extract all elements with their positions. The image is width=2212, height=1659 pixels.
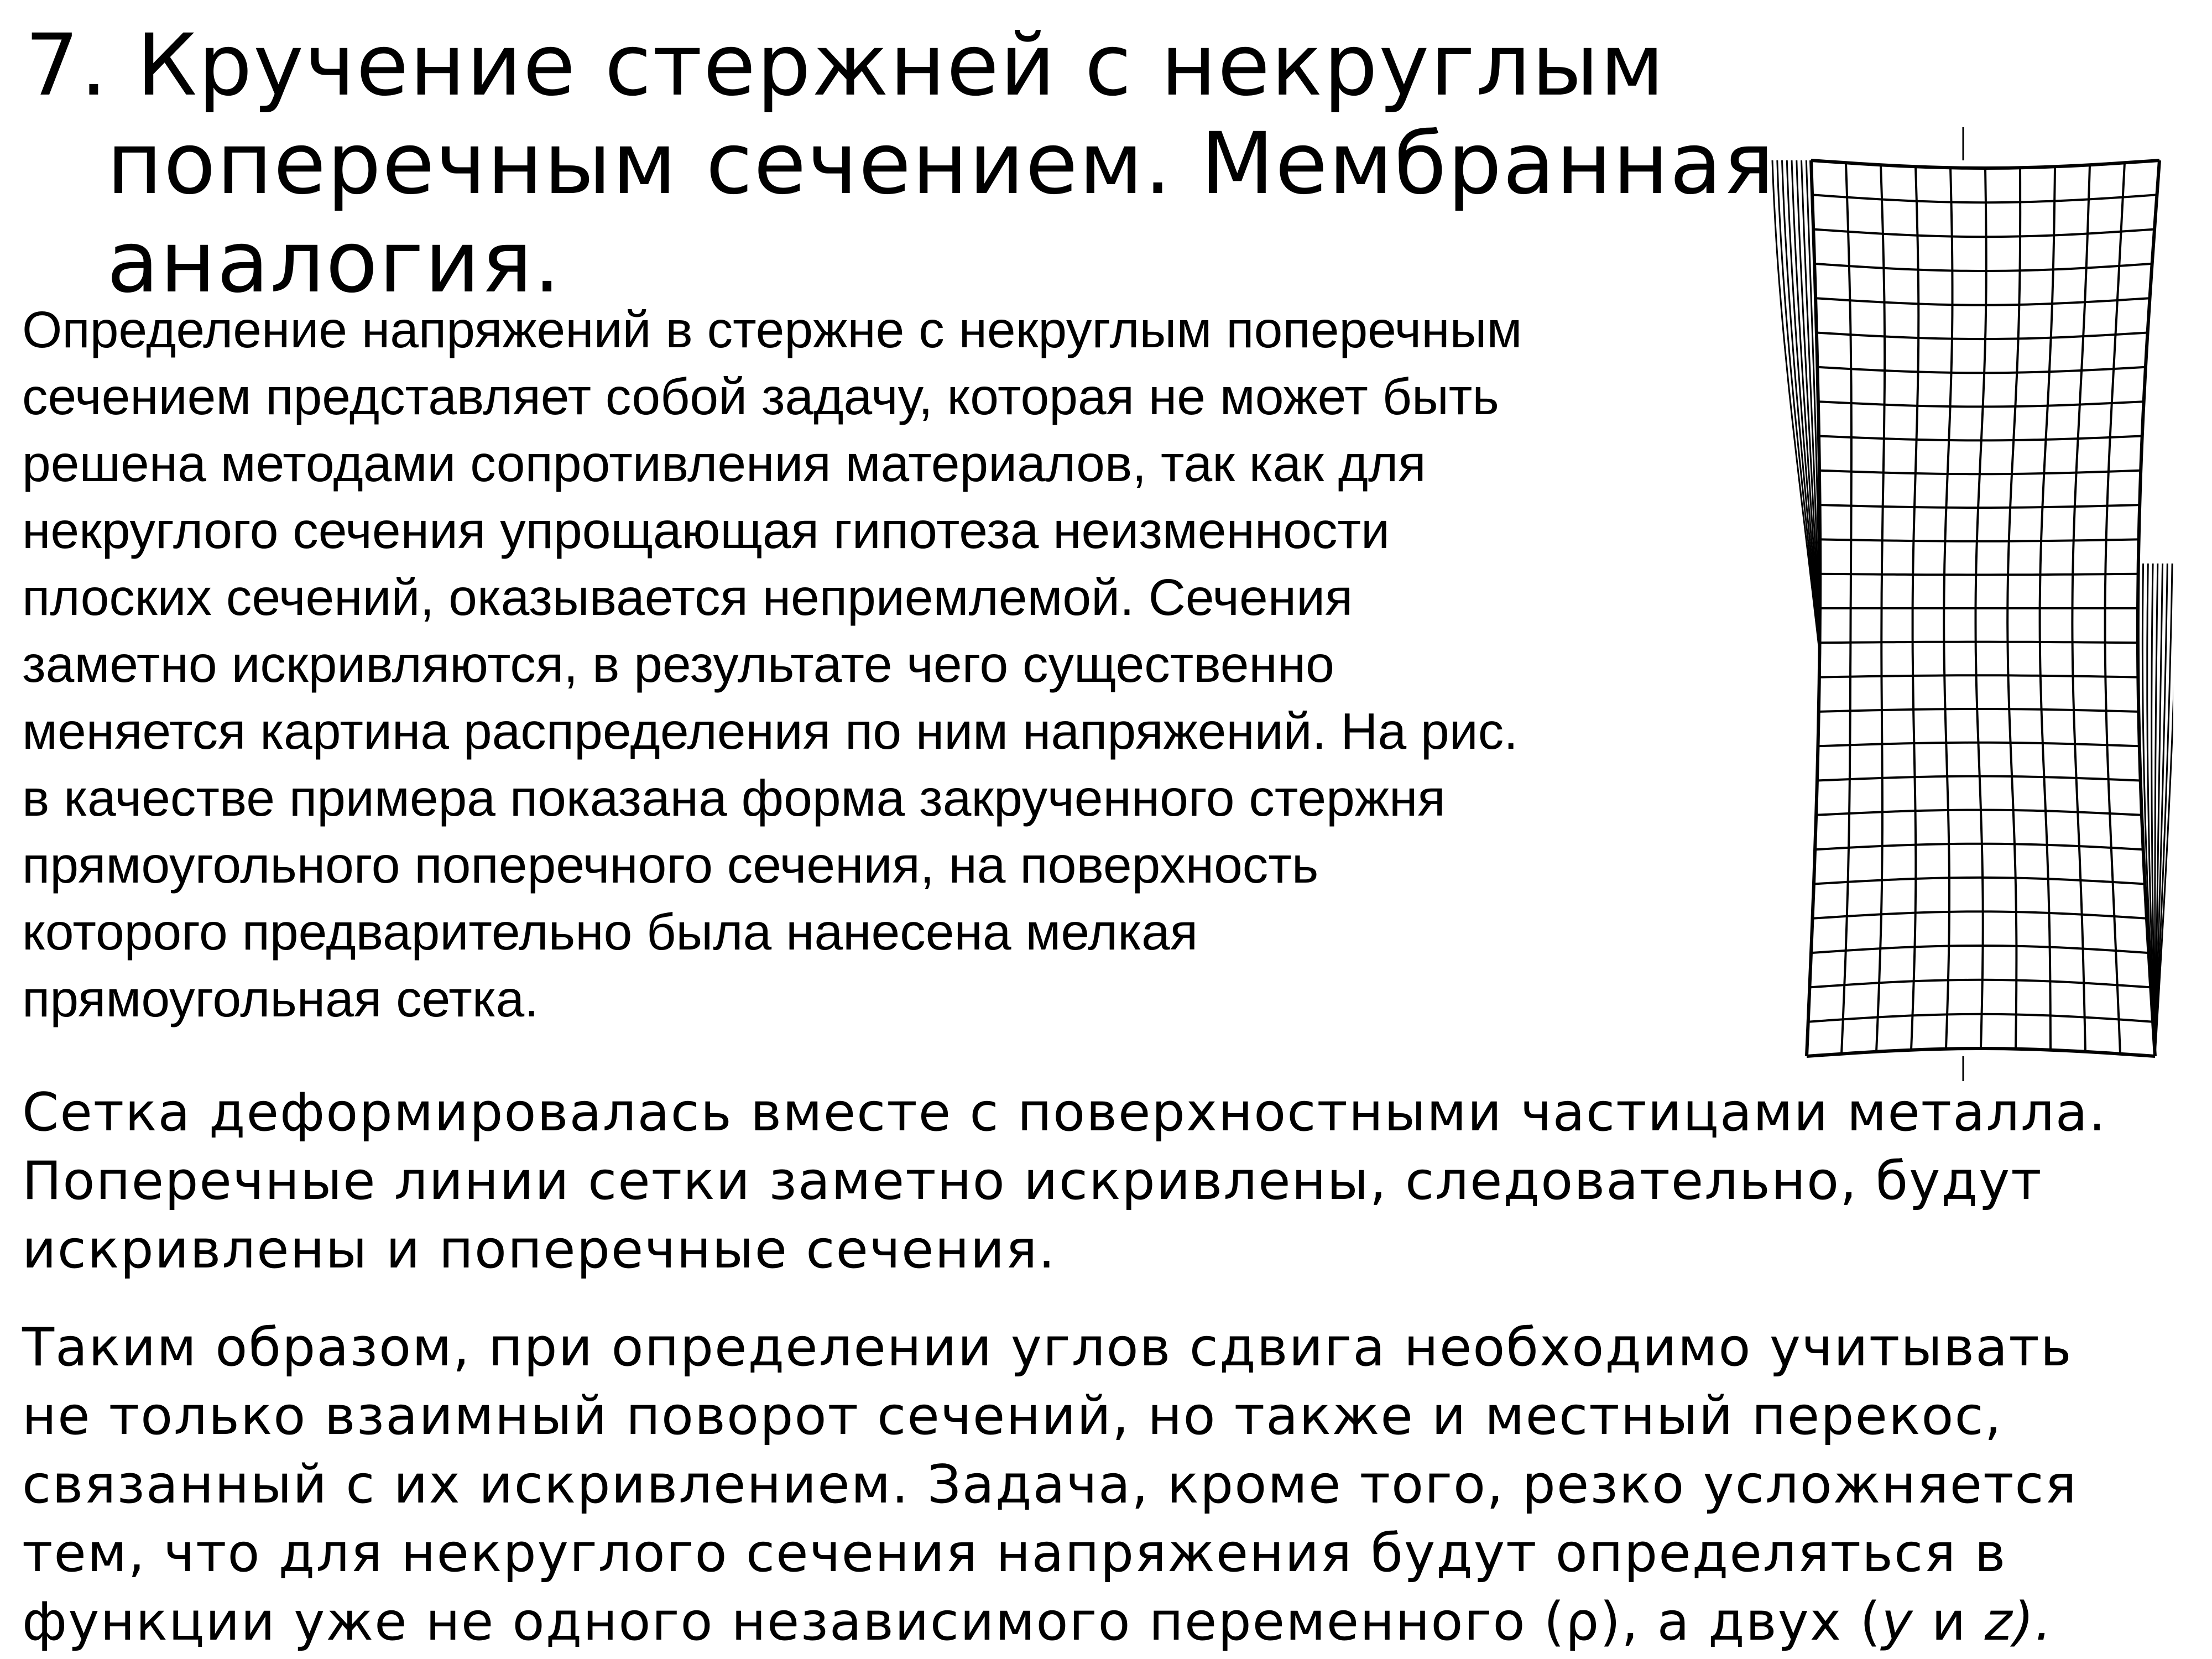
variable-z: z). — [1984, 1592, 2053, 1652]
grid-horizontal-line — [1811, 946, 2149, 953]
slide-title: 7. Кручение стержней с некруглым поперечным сечением. Мембранная аналогия. — [25, 16, 1776, 312]
variable-y: y — [1881, 1592, 1914, 1652]
paragraph-grid-deformation: Сетка деформировалась вместе с поверхностными частицами металла. Поперечные линии сетки заметно искривлены, следовательно, будут искривлены и поперечные сечения. — [22, 1082, 2107, 1280]
grid-horizontal-line — [1820, 539, 2139, 541]
paragraph-shear-angles — [22, 1313, 2201, 1656]
grid-horizontal-line — [1807, 1048, 2155, 1056]
grid-horizontal-line — [1820, 505, 2140, 508]
grid-horizontal-line — [1814, 264, 2152, 271]
grid-horizontal-line — [1811, 160, 2159, 168]
grid-horizontal-line — [1818, 401, 2144, 406]
grid-horizontal-line — [1820, 574, 2138, 575]
conjunction-and: и — [1913, 1592, 1985, 1652]
paragraph-definition: Определение напряжений в стержне с некруглым поперечным сечением представляет собой задачу, которая не может быть решена методами сопротивления материалов, так как для некруглого сечения упрощающая гипотеза неизменности плоских сечений, оказывается неприемлемой. Сечения заметно искривляются, в результате чего существенно меняется картина распределения по ним напряжений. На рис. в качестве примера показана форма закрученного стержня прямоугольного поперечного сечения, на поверхность которого предварительно была нанесена мелкая прямоугольная сетка. — [22, 301, 1522, 1027]
grid-horizontal-line — [1816, 810, 2142, 815]
grid-horizontal-line — [1814, 878, 2145, 884]
grid-horizontal-line — [1820, 642, 2138, 643]
grid-horizontal-line — [1815, 844, 2143, 850]
grid-horizontal-line — [1815, 298, 2150, 305]
grid-horizontal-line — [1813, 229, 2154, 237]
grid-horizontal-line — [1819, 675, 2138, 677]
paragraph-shear-angles-text: Таким образом, при определении углов сдвига необходимо учитывать не только взаимный поворот сечений, но также и местный перекос, связанный с их искривлением. Задача, кроме того, резко усложняется тем, что для некруглого сечения напряжения будут определяться в функции уже не одного независимого переменного (ρ), а двух ( — [22, 1317, 2078, 1652]
grid-horizontal-line — [1809, 980, 2151, 988]
grid-horizontal-line — [1819, 709, 2139, 712]
grid-horizontal-line — [1813, 911, 2147, 918]
grid-horizontal-line — [1817, 333, 2148, 340]
grid-horizontal-line — [1817, 367, 2146, 373]
